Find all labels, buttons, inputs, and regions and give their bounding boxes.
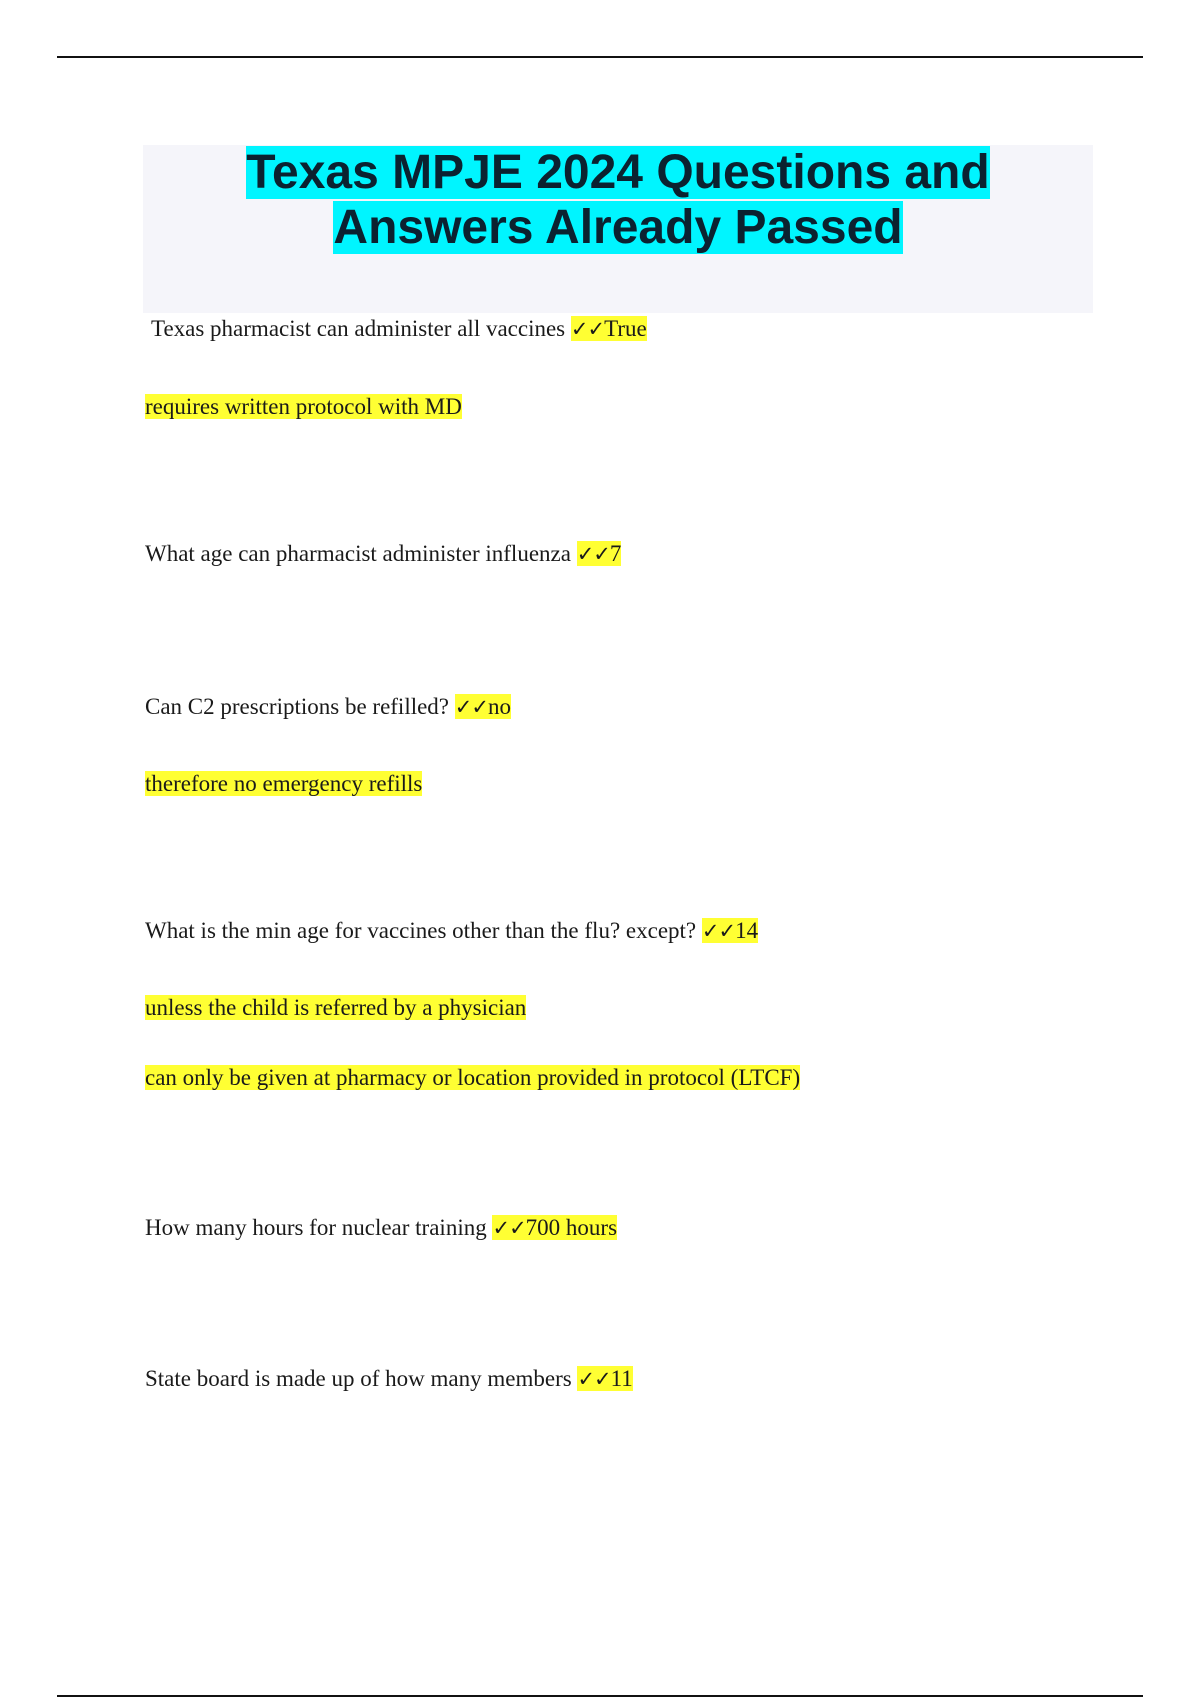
answer-text: 11 — [610, 1366, 633, 1391]
answer-note — [145, 769, 422, 799]
answer-note — [145, 993, 526, 1023]
question-6 — [145, 1364, 633, 1394]
check-mark-icon: ✓✓ — [570, 317, 605, 341]
answer-text: 700 hours — [525, 1215, 618, 1240]
answer-highlight — [571, 316, 647, 341]
question-text: How many hours for nuclear training — [145, 1215, 493, 1240]
check-mark-icon: ✓✓ — [454, 695, 488, 719]
check-mark-icon: ✓✓ — [701, 919, 736, 943]
question-text: State board is made up of how many members — [145, 1366, 578, 1391]
answer-note — [145, 1063, 800, 1093]
question-5 — [145, 1213, 617, 1243]
answer-highlight — [702, 918, 758, 943]
question-text: What age can pharmacist administer influenza — [145, 541, 577, 566]
question-1 — [151, 314, 647, 344]
note-text: unless the child is referred by a physician — [145, 995, 527, 1020]
answer-highlight — [455, 694, 511, 719]
question-text: What is the min age for vaccines other than the flu? except? — [145, 918, 702, 943]
question-3 — [145, 692, 511, 722]
note-text: therefore no emergency refills — [145, 771, 423, 796]
title-line-2: Answers Already Passed — [333, 201, 903, 254]
header-rule — [57, 56, 1143, 58]
answer-text: 7 — [609, 541, 622, 566]
check-mark-icon: ✓✓ — [577, 1367, 611, 1391]
answer-text: 14 — [735, 918, 759, 943]
question-text: Texas pharmacist can administer all vaccines — [151, 316, 571, 341]
answer-highlight — [492, 1215, 617, 1240]
answer-highlight — [577, 1366, 632, 1391]
question-4 — [145, 916, 758, 946]
question-2 — [145, 539, 621, 569]
answer-note — [145, 392, 462, 422]
answer-text: no — [487, 694, 511, 719]
check-mark-icon: ✓✓ — [576, 542, 610, 566]
check-mark-icon: ✓✓ — [492, 1216, 526, 1240]
question-text: Can C2 prescriptions be refilled? — [145, 694, 455, 719]
note-text: requires written protocol with MD — [145, 394, 462, 419]
document-title — [143, 145, 1093, 255]
answer-text: True — [604, 316, 647, 341]
title-line-1: Texas MPJE 2024 Questions and — [246, 146, 990, 199]
note-text: can only be given at pharmacy or location provided in protocol (LTCF) — [145, 1065, 801, 1090]
title-block — [143, 145, 1093, 313]
answer-highlight — [577, 541, 622, 566]
footer-rule — [57, 1695, 1143, 1697]
